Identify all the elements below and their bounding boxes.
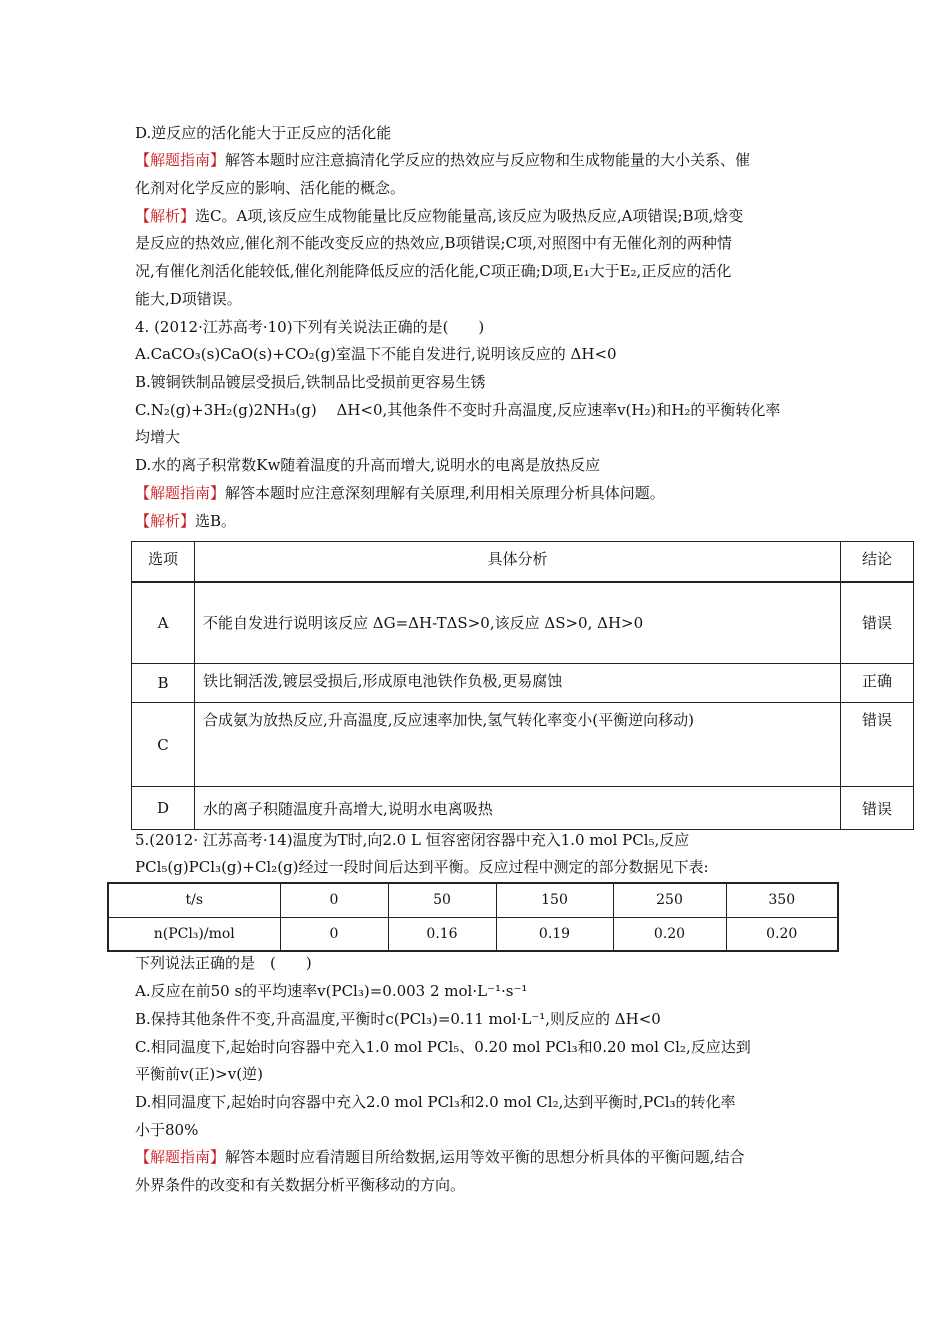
analysis-tag: 【解析】 (135, 207, 196, 225)
question-5: 5.(2012· 江苏高考·14)温度为T时,向2.0 L 恒容密闭容器中充入1.0 mol PCl₅,反应 (135, 831, 690, 849)
row-option: B (132, 664, 195, 703)
option-b-q4: B.镀铜铁制品镀层受损后,铁制品比受损前更容易生锈 (135, 373, 486, 391)
table-header-row (132, 542, 914, 582)
analysis-tag: 【解析】 (135, 512, 196, 530)
header-option: 选项 (132, 542, 195, 582)
table-row-amount (108, 917, 838, 951)
analysis-q3-cont1: 是反应的热效应,催化剂不能改变反应的热效应,B项错误;C项,对照图中有无催化剂的两种情 (135, 234, 732, 252)
question-4: 4. (2012·江苏高考·10)下列有关说法正确的是( ) (135, 318, 485, 336)
option-c-q5: C.相同温度下,起始时向容器中充入1.0 mol PCl₅、0.20 mol PCl₃和0.20 mol Cl₂,反应达到 (135, 1038, 751, 1056)
guide-q4: 【解题指南】解答本题时应注意深刻理解有关原理,利用相关原理分析具体问题。 (135, 484, 665, 502)
guide-tag: 【解题指南】 (135, 484, 226, 502)
analysis-table (131, 541, 913, 829)
question-5-cont: PCl₅(g)PCl₃(g)+Cl₂(g)经过一段时间后达到平衡。反应过程中测定的部分数据见下表: (135, 858, 709, 876)
header-analysis: 具体分析 (195, 542, 841, 582)
guide-q5-cont: 外界条件的改变和有关数据分析平衡移动的方向。 (135, 1176, 466, 1194)
cell: 0 (280, 883, 388, 917)
row-conclusion: 正确 (841, 664, 914, 703)
row-analysis: 合成氨为放热反应,升高温度,反应速率加快,氢气转化率变小(平衡逆向移动) (195, 703, 841, 787)
option-d-q5: D.相同温度下,起始时向容器中充入2.0 mol PCl₃和2.0 mol Cl₂,达到平衡时,PCl₃的转化率 (135, 1093, 736, 1111)
cell: 0 (280, 917, 388, 951)
row-analysis: 铁比铜活泼,镀层受损后,形成原电池铁作负极,更易腐蚀 (195, 664, 841, 703)
table-row (132, 787, 914, 830)
table-row (132, 664, 914, 703)
row-option: A (132, 582, 195, 664)
row-option: C (132, 703, 195, 787)
guide-q3: 【解题指南】解答本题时应注意搞清化学反应的热效应与反应物和生成物能量的大小关系、催 (135, 151, 751, 169)
table-row (132, 703, 914, 787)
cell: 150 (496, 883, 613, 917)
cell: 0.19 (496, 917, 613, 951)
table-row (132, 582, 914, 664)
option-d-q3: D.逆反应的活化能大于正反应的活化能 (135, 124, 392, 142)
row-conclusion: 错误 (841, 787, 914, 830)
row-option: D (132, 787, 195, 830)
option-d-q5-cont: 小于80% (135, 1121, 199, 1139)
analysis-q3-cont3: 能大,D项错误。 (135, 290, 242, 308)
option-b-q5: B.保持其他条件不变,升高温度,平衡时c(PCl₃)=0.11 mol·L⁻¹,则反应的 ΔH<0 (135, 1010, 661, 1028)
cell-label: n(PCl₃)/mol (108, 917, 280, 951)
option-a-q4: A.CaCO₃(s)CaO(s)+CO₂(g)室温下不能自发进行,说明该反应的 ΔH<0 (135, 345, 617, 363)
cell: 350 (726, 883, 838, 917)
option-c-q4-cont: 均增大 (135, 428, 181, 446)
guide-q3-cont: 化剂对化学反应的影响、活化能的概念。 (135, 179, 406, 197)
cell: 0.20 (613, 917, 726, 951)
guide-tag: 【解题指南】 (135, 151, 226, 169)
cell: 0.16 (388, 917, 496, 951)
option-c-q5-cont: 平衡前v(正)>v(逆) (135, 1065, 263, 1083)
row-analysis: 不能自发进行说明该反应 ΔG=ΔH-TΔS>0,该反应 ΔS>0, ΔH>0 (195, 582, 841, 664)
cell: 0.20 (726, 917, 838, 951)
cell: 50 (388, 883, 496, 917)
guide-q5: 【解题指南】解答本题时应看清题目所给数据,运用等效平衡的思想分析具体的平衡问题,结合 (135, 1148, 745, 1166)
table-row-time (108, 883, 838, 917)
analysis-q3: 【解析】选C。A项,该反应生成物能量比反应物能量高,该反应为吸热反应,A项错误;B项,焓变 (135, 207, 744, 225)
analysis-q4: 【解析】选B。 (135, 512, 237, 530)
analysis-q3-cont2: 况,有催化剂活化能较低,催化剂能降低反应的活化能,C项正确;D项,E₁大于E₂,正反应的活化 (135, 262, 732, 280)
question-5-prompt: 下列说法正确的是 ( ) (135, 954, 312, 972)
cell: 250 (613, 883, 726, 917)
cell-label: t/s (108, 883, 280, 917)
option-d-q4: D.水的离子积常数Kw随着温度的升高而增大,说明水的电离是放热反应 (135, 456, 601, 474)
data-table (107, 882, 837, 952)
row-analysis: 水的离子积随温度升高增大,说明水电离吸热 (195, 787, 841, 830)
row-conclusion: 错误 (841, 703, 914, 787)
row-conclusion: 错误 (841, 582, 914, 664)
option-a-q5: A.反应在前50 s的平均速率v(PCl₃)=0.003 2 mol·L⁻¹·s⁻¹ (135, 982, 528, 1000)
header-conclusion: 结论 (841, 542, 914, 582)
guide-tag: 【解题指南】 (135, 1148, 226, 1166)
option-c-q4: C.N₂(g)+3H₂(g)2NH₃(g) ΔH<0,其他条件不变时升高温度,反应速率v(H₂)和H₂的平衡转化率 (135, 401, 781, 419)
